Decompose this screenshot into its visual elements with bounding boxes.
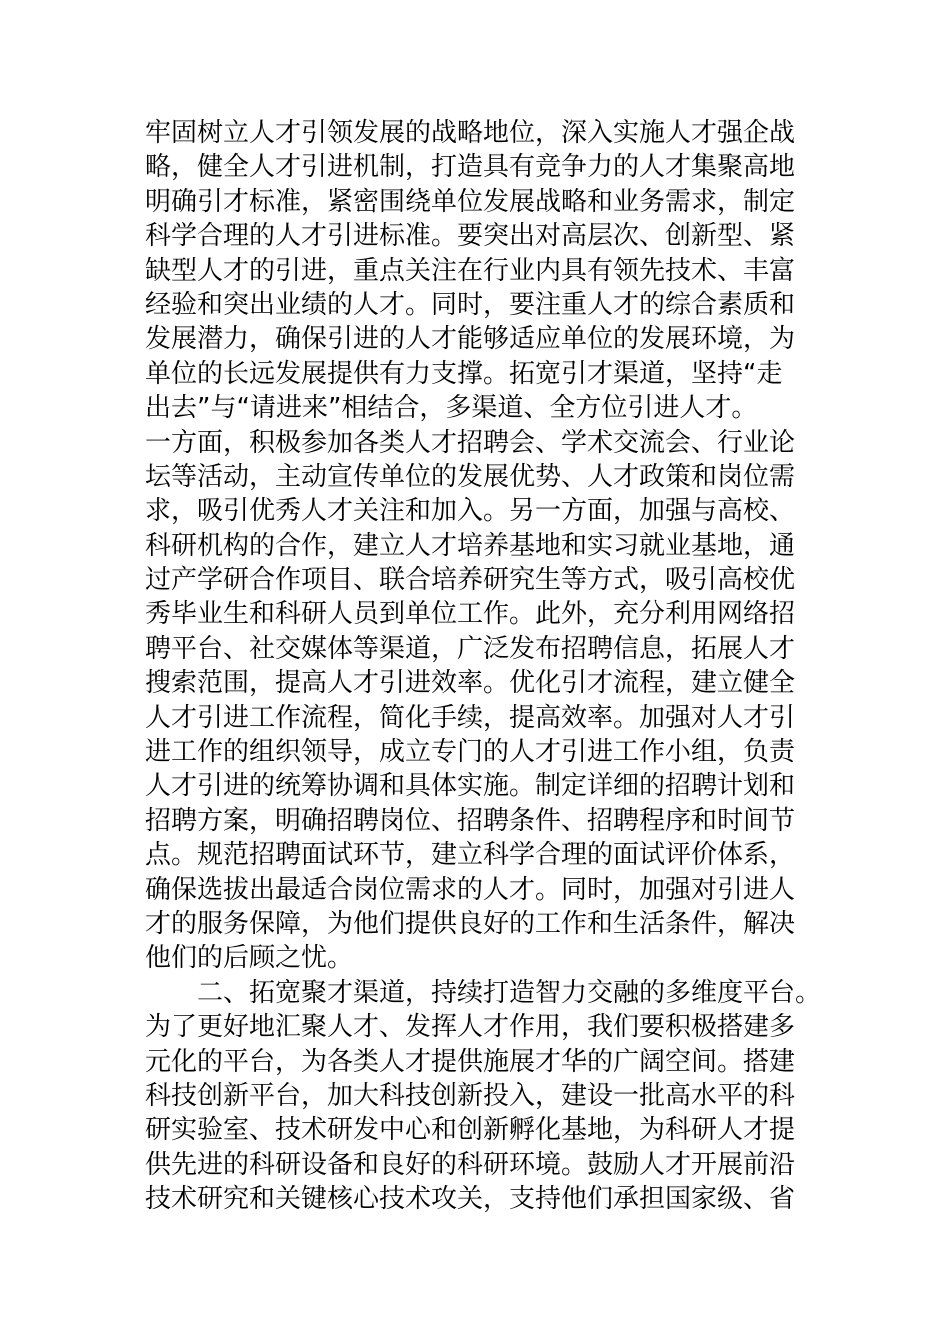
text-line: 点。规范招聘面试环节，建立科学合理的面试评价体系， <box>145 840 796 871</box>
text-line: 进工作的组织领导，成立专门的人才引进工作小组，负责 <box>145 737 796 768</box>
text-line: 单位的长远发展提供有力支撑。拓宽引才渠道，坚持“走 <box>145 358 783 389</box>
text-line: 科研机构的合作，建立人才培养基地和实习就业基地，通 <box>145 530 796 561</box>
text-line: 技术研究和关键核心技术攻关，支持他们承担国家级、省 <box>145 1184 796 1215</box>
text-line: 供先进的科研设备和良好的科研环境。鼓励人才开展前沿 <box>145 1149 796 1180</box>
text-line: 一方面，积极参加各类人才招聘会、学术交流会、行业论 <box>145 427 796 458</box>
body-text <box>145 116 822 1217</box>
text-line: 出去”与“请进来”相结合，多渠道、全方位引进人才。 <box>145 393 758 424</box>
text-line: 人才引进工作流程，简化手续，提高效率。加强对人才引 <box>145 702 796 733</box>
text-line: 招聘方案，明确招聘岗位、招聘条件、招聘程序和时间节 <box>145 805 796 836</box>
text-line: 研实验室、技术研发中心和创新孵化基地，为科研人才提 <box>145 1115 796 1146</box>
text-line: 发展潜力，确保引进的人才能够适应单位的发展环境，为 <box>145 324 796 355</box>
text-line: 他们的后顾之忧。 <box>145 943 354 974</box>
section-heading-line: 二、拓宽聚才渠道，持续打造智力交融的多维度平台。 <box>197 977 822 1008</box>
text-line: 元化的平台，为各类人才提供施展才华的广阔空间。搭建 <box>145 1046 796 1077</box>
text-line: 明确引才标准，紧密围绕单位发展战略和业务需求，制定 <box>145 186 796 217</box>
text-line: 牢固树立人才引领发展的战略地位，深入实施人才强企战 <box>145 118 796 148</box>
text-line: 坛等活动，主动宣传单位的发展优势、人才政策和岗位需 <box>145 461 796 492</box>
text-line: 确保选拔出最适合岗位需求的人才。同时，加强对引进人 <box>145 874 796 905</box>
text-line: 为了更好地汇聚人才、发挥人才作用，我们要积极搭建多 <box>145 1012 796 1043</box>
text-line: 缺型人才的引进，重点关注在行业内具有领先技术、丰富 <box>145 255 796 286</box>
text-line: 秀毕业生和科研人员到单位工作。此外，充分利用网络招 <box>145 599 796 630</box>
text-line: 科学合理的人才引进标准。要突出对高层次、创新型、紧 <box>145 221 796 252</box>
text-line: 聘平台、社交媒体等渠道，广泛发布招聘信息，拓展人才 <box>145 633 796 664</box>
text-line: 科技创新平台，加大科技创新投入，建设一批高水平的科 <box>145 1080 796 1111</box>
text-line: 人才引进的统筹协调和具体实施。制定详细的招聘计划和 <box>145 771 796 802</box>
text-line: 才的服务保障，为他们提供良好的工作和生活条件，解决 <box>145 908 796 939</box>
text-line: 求，吸引优秀人才关注和加入。另一方面，加强与高校、 <box>145 496 796 527</box>
text-line: 经验和突出业绩的人才。同时，要注重人才的综合素质和 <box>145 289 796 320</box>
text-line: 搜索范围，提高人才引进效率。优化引才流程，建立健全 <box>145 668 796 699</box>
text-line: 过产学研合作项目、联合培养研究生等方式，吸引高校优 <box>145 565 796 596</box>
text-line: 略，健全人才引进机制，打造具有竞争力的人才集聚高地 <box>145 152 796 183</box>
